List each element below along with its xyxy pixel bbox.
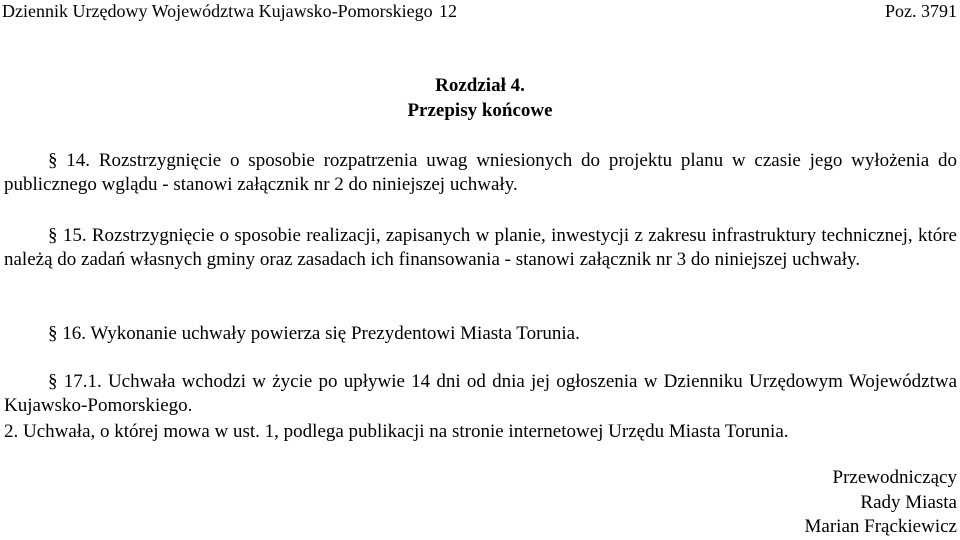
paragraph-17 — [4, 370, 957, 418]
position-number: Poz. 3791 — [885, 1, 957, 21]
signature-name: Marian Frąckiewicz — [804, 516, 957, 537]
journal-title: Dziennik Urzędowy Województwa Kujawsko-Pomorskiego — [2, 1, 433, 21]
paragraph-17-item-2 — [4, 420, 957, 444]
signature-body: Rady Miasta — [860, 492, 957, 513]
paragraph-text: 2. Uchwała, o której mowa w ust. 1, podlega publikacji na stronie internetowej Urzędu Miasta Torunia. — [4, 421, 789, 442]
page-number: 12 — [439, 1, 457, 21]
chapter-title: Przepisy końcowe — [407, 100, 553, 121]
chapter-number: Rozdział 4. — [435, 75, 525, 96]
paragraph-text: 14. Rozstrzygnięcie o sposobie rozpatrzenia uwag wniesionych do projektu planu w czasie jego wyłożenia do publicznego wglądu - stanowi załącznik nr 2 do niniejszej uchwały. — [4, 150, 957, 195]
paragraph-14 — [4, 149, 957, 197]
section-mark: § — [48, 371, 58, 392]
signature-role: Przewodniczący — [832, 467, 957, 488]
paragraph-text: 17.1. Uchwała wchodzi w życie po upływie 14 dni od dnia jej ogłoszenia w Dzienniku Urzędowym Województwa Kujawsko-Pomorskiego. — [4, 371, 957, 416]
section-mark: § — [48, 225, 58, 246]
paragraph-text: 15. Rozstrzygnięcie o sposobie realizacji, zapisanych w planie, inwestycji z zakresu infrastruktury technicznej, które należą do zadań własnych gminy oraz zasadach ich finansowania - stanowi załącznik nr 3 do niniejszej uchwały. — [4, 225, 957, 270]
paragraph-15 — [4, 224, 957, 272]
page-header — [2, 0, 957, 24]
paragraph-16 — [4, 322, 957, 346]
section-mark: § — [48, 150, 58, 171]
section-mark: § — [48, 323, 58, 344]
paragraph-text: 16. Wykonanie uchwały powierza się Prezydentowi Miasta Torunia. — [57, 323, 580, 344]
